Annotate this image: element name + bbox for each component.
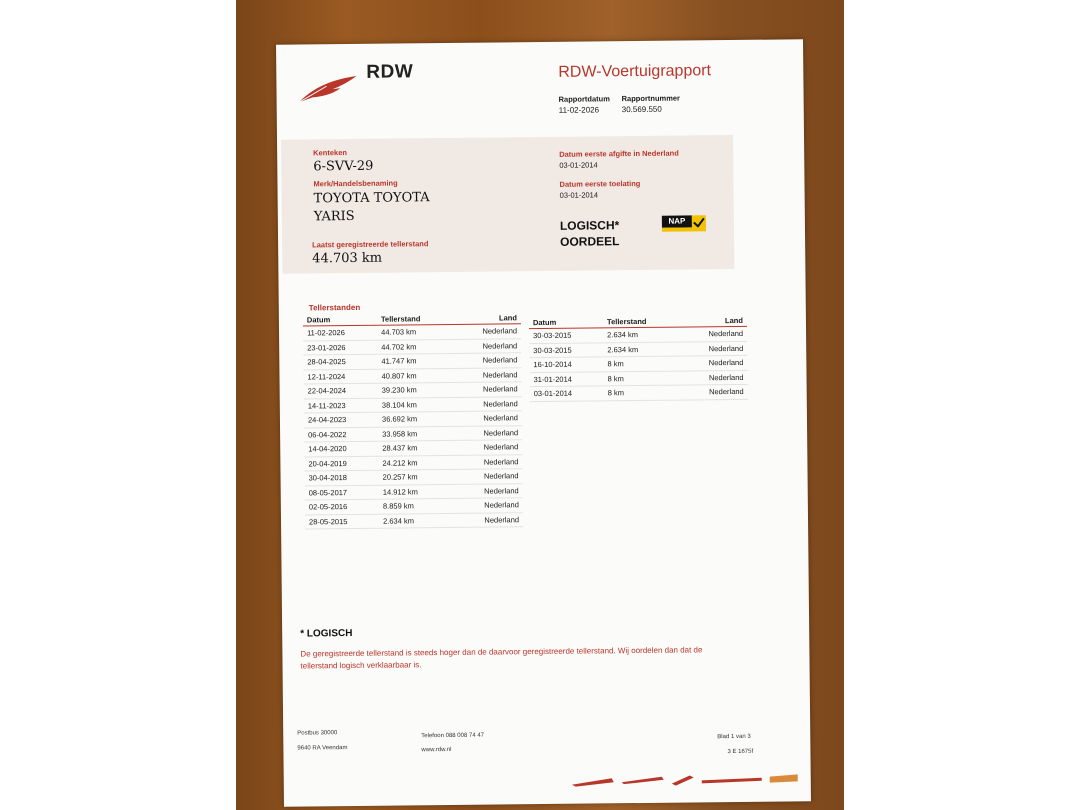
row-odometer: 33.958 km xyxy=(378,426,454,441)
row-date: 22-04-2024 xyxy=(304,383,378,398)
row-country: Nederland xyxy=(453,324,521,339)
row-date: 30-03-2015 xyxy=(529,342,603,357)
readings-section-title: Tellerstanden xyxy=(308,302,361,313)
row-odometer: 40.807 km xyxy=(378,368,454,383)
readings-table-right xyxy=(529,316,748,402)
row-odometer: 24.212 km xyxy=(378,455,454,470)
footer-website: www.rdw.nl xyxy=(421,746,452,754)
report-number: 30.569.550 xyxy=(621,104,662,115)
row-odometer: 39.230 km xyxy=(378,382,454,397)
row-date: 23-01-2026 xyxy=(303,340,377,355)
row-country: Nederland xyxy=(454,411,522,426)
row-date: 11-02-2026 xyxy=(303,325,377,340)
make-label: Merk/Handelsbenaming xyxy=(313,178,398,189)
row-date: 24-04-2023 xyxy=(304,412,378,427)
row-country: Nederland xyxy=(454,396,522,411)
plate-value: 6-SVV-29 xyxy=(313,158,374,175)
row-country: Nederland xyxy=(679,370,747,385)
row-date: 28-04-2025 xyxy=(303,354,377,369)
row-date: 12-11-2024 xyxy=(303,369,377,384)
odometer-value: 44.703 km xyxy=(312,250,383,267)
row-date: 06-04-2022 xyxy=(304,427,378,442)
footer-page: Blad 1 van 3 xyxy=(717,733,751,741)
footer-code: 3 E 1675f xyxy=(727,748,754,756)
row-odometer: 8 km xyxy=(604,371,680,386)
footer-phone: Telefoon 088 008 74 47 xyxy=(421,732,485,740)
first-admission-label: Datum eerste toelating xyxy=(559,178,641,189)
row-country: Nederland xyxy=(454,469,522,484)
report-date: 11-02-2026 xyxy=(558,105,600,115)
row-date: 20-04-2019 xyxy=(304,456,378,471)
row-odometer: 44.702 km xyxy=(377,339,453,354)
row-odometer: 8 km xyxy=(603,356,679,371)
row-date: 02-05-2016 xyxy=(305,499,379,514)
row-country: Nederland xyxy=(679,341,747,356)
row-odometer: 14.912 km xyxy=(379,484,455,499)
row-country: Nederland xyxy=(453,338,521,353)
plate-label: Kenteken xyxy=(313,148,347,158)
readings-table-left xyxy=(303,313,523,529)
row-odometer: 20.257 km xyxy=(379,469,455,484)
nap-check-icon xyxy=(692,215,706,227)
row-country: Nederland xyxy=(679,355,747,370)
verdict-line2: OORDEEL xyxy=(560,234,620,249)
row-odometer: 2.634 km xyxy=(603,342,679,357)
table-row xyxy=(530,384,748,401)
row-country: Nederland xyxy=(455,483,523,498)
footer-address2: 9640 RA Veendam xyxy=(297,745,348,752)
row-country: Nederland xyxy=(680,384,748,399)
row-country: Nederland xyxy=(454,425,522,440)
row-odometer: 41.747 km xyxy=(377,353,453,368)
row-date: 03-01-2014 xyxy=(530,386,604,401)
col-country: Land xyxy=(679,316,747,327)
row-country: Nederland xyxy=(679,326,747,341)
row-odometer: 28.437 km xyxy=(378,440,454,455)
nap-badge xyxy=(662,215,708,233)
row-odometer: 8.859 km xyxy=(379,498,455,513)
col-date: Datum xyxy=(529,317,603,328)
first-admission-date: 03-01-2014 xyxy=(559,190,599,200)
col-date: Datum xyxy=(303,315,377,326)
first-nl-date: 03-01-2014 xyxy=(559,160,598,170)
row-date: 28-05-2015 xyxy=(305,514,379,529)
decorative-stripes-icon xyxy=(572,772,802,788)
make-value-line1: TOYOTA TOYOTA xyxy=(313,190,430,207)
row-odometer: 8 km xyxy=(604,385,680,400)
row-odometer: 36.692 km xyxy=(378,411,454,426)
org-name: RDW xyxy=(366,61,414,83)
row-country: Nederland xyxy=(453,382,521,397)
row-date: 14-11-2023 xyxy=(304,398,378,413)
row-date: 14-04-2020 xyxy=(304,441,378,456)
report-date-label: Rapportdatum xyxy=(558,94,610,104)
nap-stripe xyxy=(662,227,706,231)
row-odometer: 2.634 km xyxy=(603,327,679,342)
report-title: RDW-Voertuigrapport xyxy=(558,62,712,81)
row-date: 08-05-2017 xyxy=(305,485,379,500)
report-number-label: Rapportnummer xyxy=(621,93,680,104)
row-date: 30-03-2015 xyxy=(529,328,603,343)
footnote-text: De geregistreerde tellerstand is steeds hoger dan de daarvoor geregistreerde tellerstand. Wij oordelen dan dat de tellerstand logisch verklaarbaar is. xyxy=(300,645,703,671)
table-row xyxy=(305,512,523,529)
row-date: 30-04-2018 xyxy=(304,470,378,485)
row-odometer: 2.634 km xyxy=(379,513,455,528)
footnote-title: * LOGISCH xyxy=(300,628,353,640)
row-country: Nederland xyxy=(455,498,523,513)
rdw-report-page xyxy=(276,39,811,806)
row-country: Nederland xyxy=(454,454,522,469)
first-nl-label: Datum eerste afgifte in Nederland xyxy=(559,148,679,159)
col-country: Land xyxy=(453,313,521,324)
row-country: Nederland xyxy=(453,353,521,368)
odometer-label: Laatst geregistreerde tellerstand xyxy=(312,239,429,250)
row-date: 16-10-2014 xyxy=(529,357,603,372)
footer-address1: Postbus 30000 xyxy=(297,730,338,737)
col-odometer: Tellerstand xyxy=(603,317,679,328)
col-odometer: Tellerstand xyxy=(377,314,453,325)
rdw-feather-logo-icon xyxy=(296,72,358,105)
row-date: 31-01-2014 xyxy=(529,371,603,386)
make-value-line2: YARIS xyxy=(313,208,355,225)
row-odometer: 38.104 km xyxy=(378,397,454,412)
nap-badge-text: NAP xyxy=(662,215,692,227)
row-country: Nederland xyxy=(454,440,522,455)
row-odometer: 44.703 km xyxy=(377,324,453,339)
row-country: Nederland xyxy=(455,512,523,527)
row-country: Nederland xyxy=(453,367,521,382)
verdict-line1: LOGISCH* xyxy=(559,218,620,233)
